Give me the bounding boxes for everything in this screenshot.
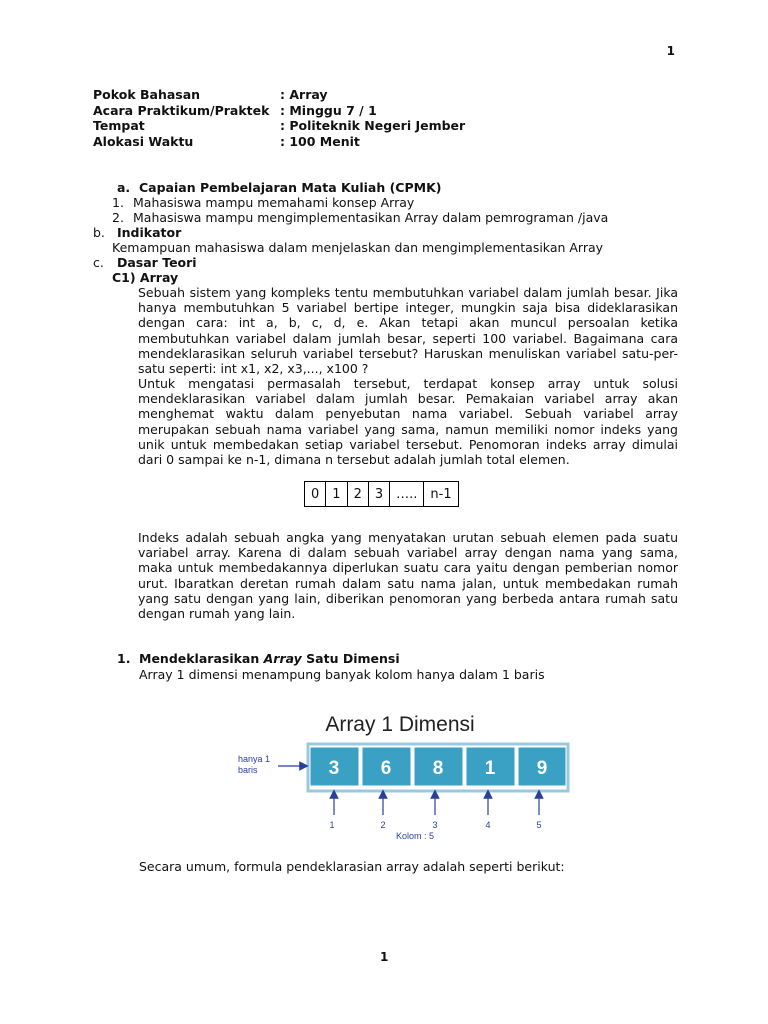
paragraph-index: Indeks adalah sebuah angka yang menyatakan urutan sebuah elemen pada suatu variabel array. Karena di dalam sebuah variabel array dengan nama yang sama, maka untuk membedakannya diperlukan suatu cara yaitu dengan pemberian nomor urut. Ibaratkan deretan rumah dalam satu nama jalan, untuk membedakan rumah yang satu dengan yang lain, diberikan penomoran yang berbeda antara rumah satu dengan rumah yang lain.: [138, 530, 678, 622]
meta-row: [93, 103, 513, 119]
meta-key: Acara Praktikum/Praktek: [93, 102, 270, 118]
index-cell: 3: [368, 482, 389, 507]
section-c-marker: c.: [93, 255, 104, 270]
subsection-1-title: [139, 651, 400, 666]
meta-row: [93, 87, 513, 103]
page-number-top: 1: [666, 44, 675, 58]
position-label: 2: [380, 820, 386, 830]
closing-text: Secara umum, formula pendeklarasian array adalah seperti berikut:: [139, 859, 565, 874]
meta-key: Pokok Bahasan: [93, 87, 201, 102]
list-item: Mahasiswa mampu memahami konsep Array: [133, 195, 415, 210]
index-cell: n-1: [424, 482, 458, 507]
paragraph-concept: Untuk mengatasi permasalah tersebut, terdapat konsep array untuk solusi mendeklarasikan variabel dalam jumlah besar. Pemakaian variabel array akan menghemat waktu dalam penyebutan nama variabel. Sebuah variabel array merupakan sebuah nama variabel yang sama, namun memiliki nomor indeks yang unik untuk membedakan setiap variabel tersebut. Penomoran indeks array dimulai dari 0 sampai ke n-1, dimana n tersebut adalah jumlah total elemen.: [138, 376, 678, 468]
page-number-footer: 1: [380, 950, 389, 964]
column-count-label: Kolom : 5: [395, 831, 435, 841]
array-cell-value: 6: [380, 758, 392, 779]
array-cell-value: 9: [536, 758, 548, 779]
section-a-marker: a.: [117, 180, 131, 195]
subsection-title-c1: C1) Array: [112, 270, 179, 285]
position-label: 5: [536, 820, 542, 830]
array-cell-5: [518, 747, 566, 786]
meta-value: : Politeknik Negeri Jember: [280, 118, 466, 133]
section-c-title: Dasar Teori: [117, 255, 197, 270]
array-cell-2: [362, 747, 411, 786]
list-item-number: 2.: [112, 210, 124, 225]
meta-row: [93, 134, 513, 150]
list-item-number: 1.: [112, 195, 124, 210]
meta-row: [93, 118, 513, 134]
section-b-text: Kemampuan mahasiswa dalam menjelaskan dan mengimplementasikan Array: [112, 240, 604, 255]
section-a-title: Capaian Pembelajaran Mata Kuliah (CPMK): [139, 180, 442, 195]
index-cell: …..: [390, 482, 424, 507]
array-cell-4: [466, 747, 515, 786]
row-label-line1: hanya 1: [238, 754, 271, 764]
array-cell-value: 1: [484, 758, 496, 779]
index-cell: 0: [305, 482, 326, 507]
index-cell: 1: [326, 482, 347, 507]
array-cell-value: 8: [432, 758, 444, 779]
section-b-title: Indikator: [117, 225, 182, 240]
meta-value: : Array: [280, 87, 328, 102]
meta-value: : 100 Menit: [280, 133, 360, 149]
row-label-line2: baris: [238, 765, 258, 775]
meta-value: : Minggu 7 / 1: [280, 102, 377, 118]
index-cell: 2: [347, 482, 368, 507]
index-strip: [304, 481, 459, 507]
meta-block: [93, 87, 513, 149]
diagram-title: Array 1 Dimensi: [325, 713, 475, 736]
position-label: 1: [329, 820, 335, 830]
subsection-1-title-italic: Array: [263, 651, 302, 666]
array-cell-value: 3: [328, 758, 340, 779]
subsection-1-title-post: Satu Dimensi: [301, 651, 400, 666]
subsection-1-number: 1.: [117, 651, 131, 666]
section-b-marker: b.: [93, 225, 105, 240]
meta-key: Alokasi Waktu: [93, 133, 194, 149]
position-label: 3: [432, 820, 438, 830]
array-cell-1: [310, 747, 359, 786]
paragraph-intro: Sebuah sistem yang kompleks tentu membutuhkan variabel dalam jumlah besar. Jika hanya membutuhkan 5 variabel bertipe integer, mungkin saja bisa dideklarasikan dengan cara: int a, b, c, d, e. Akan tetapi akan muncul persoalan ketika membutuhkan variabel dalam jumlah besar, seperti 100 variabel. Bagaimana cara mendeklarasikan seluruh variabel tersebut? Haruskan menuliskan variabel satu-per-satu seperti: int x1, x2, x3,..., x100 ?: [138, 285, 678, 377]
list-item: Mahasiswa mampu mengimplementasikan Array dalam pemrograman /java: [133, 210, 609, 225]
array-1d-diagram: [228, 705, 573, 850]
array-cell-3: [414, 747, 463, 786]
subsection-1-title-pre: Mendeklarasikan: [139, 651, 264, 666]
meta-key: Tempat: [93, 118, 145, 133]
subsection-1-text: Array 1 dimensi menampung banyak kolom hanya dalam 1 baris: [139, 667, 545, 682]
position-label: 4: [485, 820, 491, 830]
